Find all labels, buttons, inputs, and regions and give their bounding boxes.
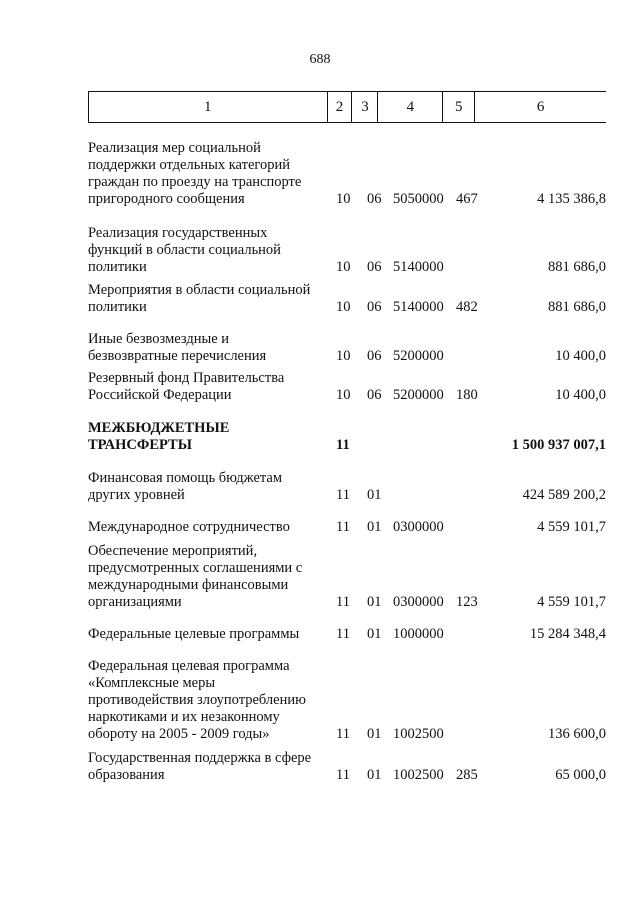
target-article-code: 5050000 [393,191,444,207]
subsection-code: 06 [367,191,382,207]
section-code: 10 [336,387,351,403]
section-code: 11 [336,726,350,742]
row-name [88,282,333,316]
table-row [88,626,606,643]
target-article-code: 5200000 [393,387,444,403]
row-name-line: Иные безвозмездные и [88,331,230,347]
section-code: 11 [336,594,350,610]
target-article-code: 1000000 [393,626,444,642]
row-name-line: Обеспечение мероприятий, [88,543,258,559]
row-name-line: образования [88,767,165,783]
row-name-line: «Комплексные меры [88,675,216,691]
expense-type-code: 482 [456,299,478,315]
table-row [88,370,606,404]
column-header-1: 1 [89,92,328,122]
amount-value: 881 686,0 [548,259,606,275]
expense-type-code: 180 [456,387,478,403]
table-row [88,331,606,365]
row-name-line: Реализация государственных [88,225,268,241]
expense-type-code: 285 [456,767,478,783]
subsection-code: 01 [367,594,382,610]
subsection-code: 01 [367,487,382,503]
subsection-code: 01 [367,726,382,742]
subsection-code: 06 [367,387,382,403]
subsection-code: 01 [367,519,382,535]
row-name-line: граждан по проезду на транспорте [88,174,302,190]
table-row [88,519,606,536]
section-code: 11 [336,767,350,783]
row-name-line: Федеральные целевые программы [88,626,300,642]
row-name-line: международными финансовыми [88,577,289,593]
row-name [88,140,333,208]
table-row [88,658,606,743]
target-article-code: 5140000 [393,299,444,315]
amount-value: 136 600,0 [548,726,606,742]
table-header [88,91,606,123]
target-article-code: 0300000 [393,519,444,535]
target-article-code: 5200000 [393,348,444,364]
row-name-line: Резервный фонд Правительства [88,370,285,386]
row-name-line: политики [88,299,147,315]
row-name-line: Мероприятия в области социальной [88,282,311,298]
row-name-line: поддержки отдельных категорий [88,157,290,173]
row-name [88,370,333,404]
table-row [88,543,606,611]
row-name [88,750,333,784]
row-name-line: Государственная поддержка в сфере [88,750,312,766]
column-header-5: 5 [443,92,475,122]
row-name-line: МЕЖБЮДЖЕТНЫЕ [88,420,230,436]
target-article-code: 5140000 [393,259,444,275]
row-name-line: Международное сотрудничество [88,519,290,535]
amount-value: 881 686,0 [548,299,606,315]
amount-value: 4 559 101,7 [537,594,606,610]
section-code: 10 [336,191,351,207]
row-name-line: наркотиками и их незаконному [88,709,280,725]
amount-value: 4 135 386,8 [537,191,606,207]
target-article-code: 1002500 [393,726,444,742]
row-name-line: Федеральная целевая программа [88,658,290,674]
row-name-line: безвозвратные перечисления [88,348,267,364]
column-header-6: 6 [536,99,545,115]
table-row [88,225,606,276]
section-code: 11 [336,487,350,503]
row-name-line: Реализация мер социальной [88,140,261,156]
row-name-line: ТРАНСФЕРТЫ [88,437,192,453]
row-name-line: политики [88,259,147,275]
amount-value: 15 284 348,4 [529,626,606,642]
amount-value: 10 400,0 [555,387,606,403]
expense-type-code: 467 [456,191,478,207]
amount-value: 10 400,0 [555,348,606,364]
table-row [88,420,606,454]
section-code: 10 [336,259,351,275]
row-name [88,658,333,743]
row-name [88,470,333,504]
row-name-line: организациями [88,594,182,610]
row-name-line: пригородного сообщения [88,191,245,207]
amount-value: 65 000,0 [555,767,606,783]
row-name-line: обороту на 2005 - 2009 годы» [88,726,270,742]
row-name [88,331,333,365]
subsection-code: 01 [367,767,382,783]
table-row [88,750,606,784]
column-header-3: 3 [352,92,378,122]
subsection-code: 06 [367,259,382,275]
row-name [88,420,333,454]
table-row [88,282,606,316]
column-header-2: 2 [328,92,353,122]
row-name [88,626,333,643]
row-name-line: Финансовая помощь бюджетам [88,470,283,486]
subsection-code: 01 [367,626,382,642]
row-name-line: Российской Федерации [88,387,232,403]
table-row [88,140,606,208]
row-name-line: предусмотренных соглашениями с [88,560,303,576]
amount-value: 424 589 200,2 [522,487,606,503]
expense-type-code: 123 [456,594,478,610]
amount-value: 4 559 101,7 [537,519,606,535]
row-name [88,519,333,536]
section-code: 11 [336,626,350,642]
amount-value: 1 500 937 007,1 [511,437,606,453]
row-name [88,543,333,611]
row-name-line: функций в области социальной [88,242,281,258]
target-article-code: 1002500 [393,767,444,783]
section-code: 11 [336,437,350,453]
row-name [88,225,333,276]
subsection-code: 06 [367,299,382,315]
column-header-4: 4 [378,92,443,122]
table-row [88,470,606,504]
page-number: 688 [309,52,331,67]
subsection-code: 06 [367,348,382,364]
target-article-code: 0300000 [393,594,444,610]
section-code: 10 [336,348,351,364]
section-code: 11 [336,519,350,535]
row-name-line: других уровней [88,487,185,503]
row-name-line: противодействия злоупотреблению [88,692,306,708]
section-code: 10 [336,299,351,315]
